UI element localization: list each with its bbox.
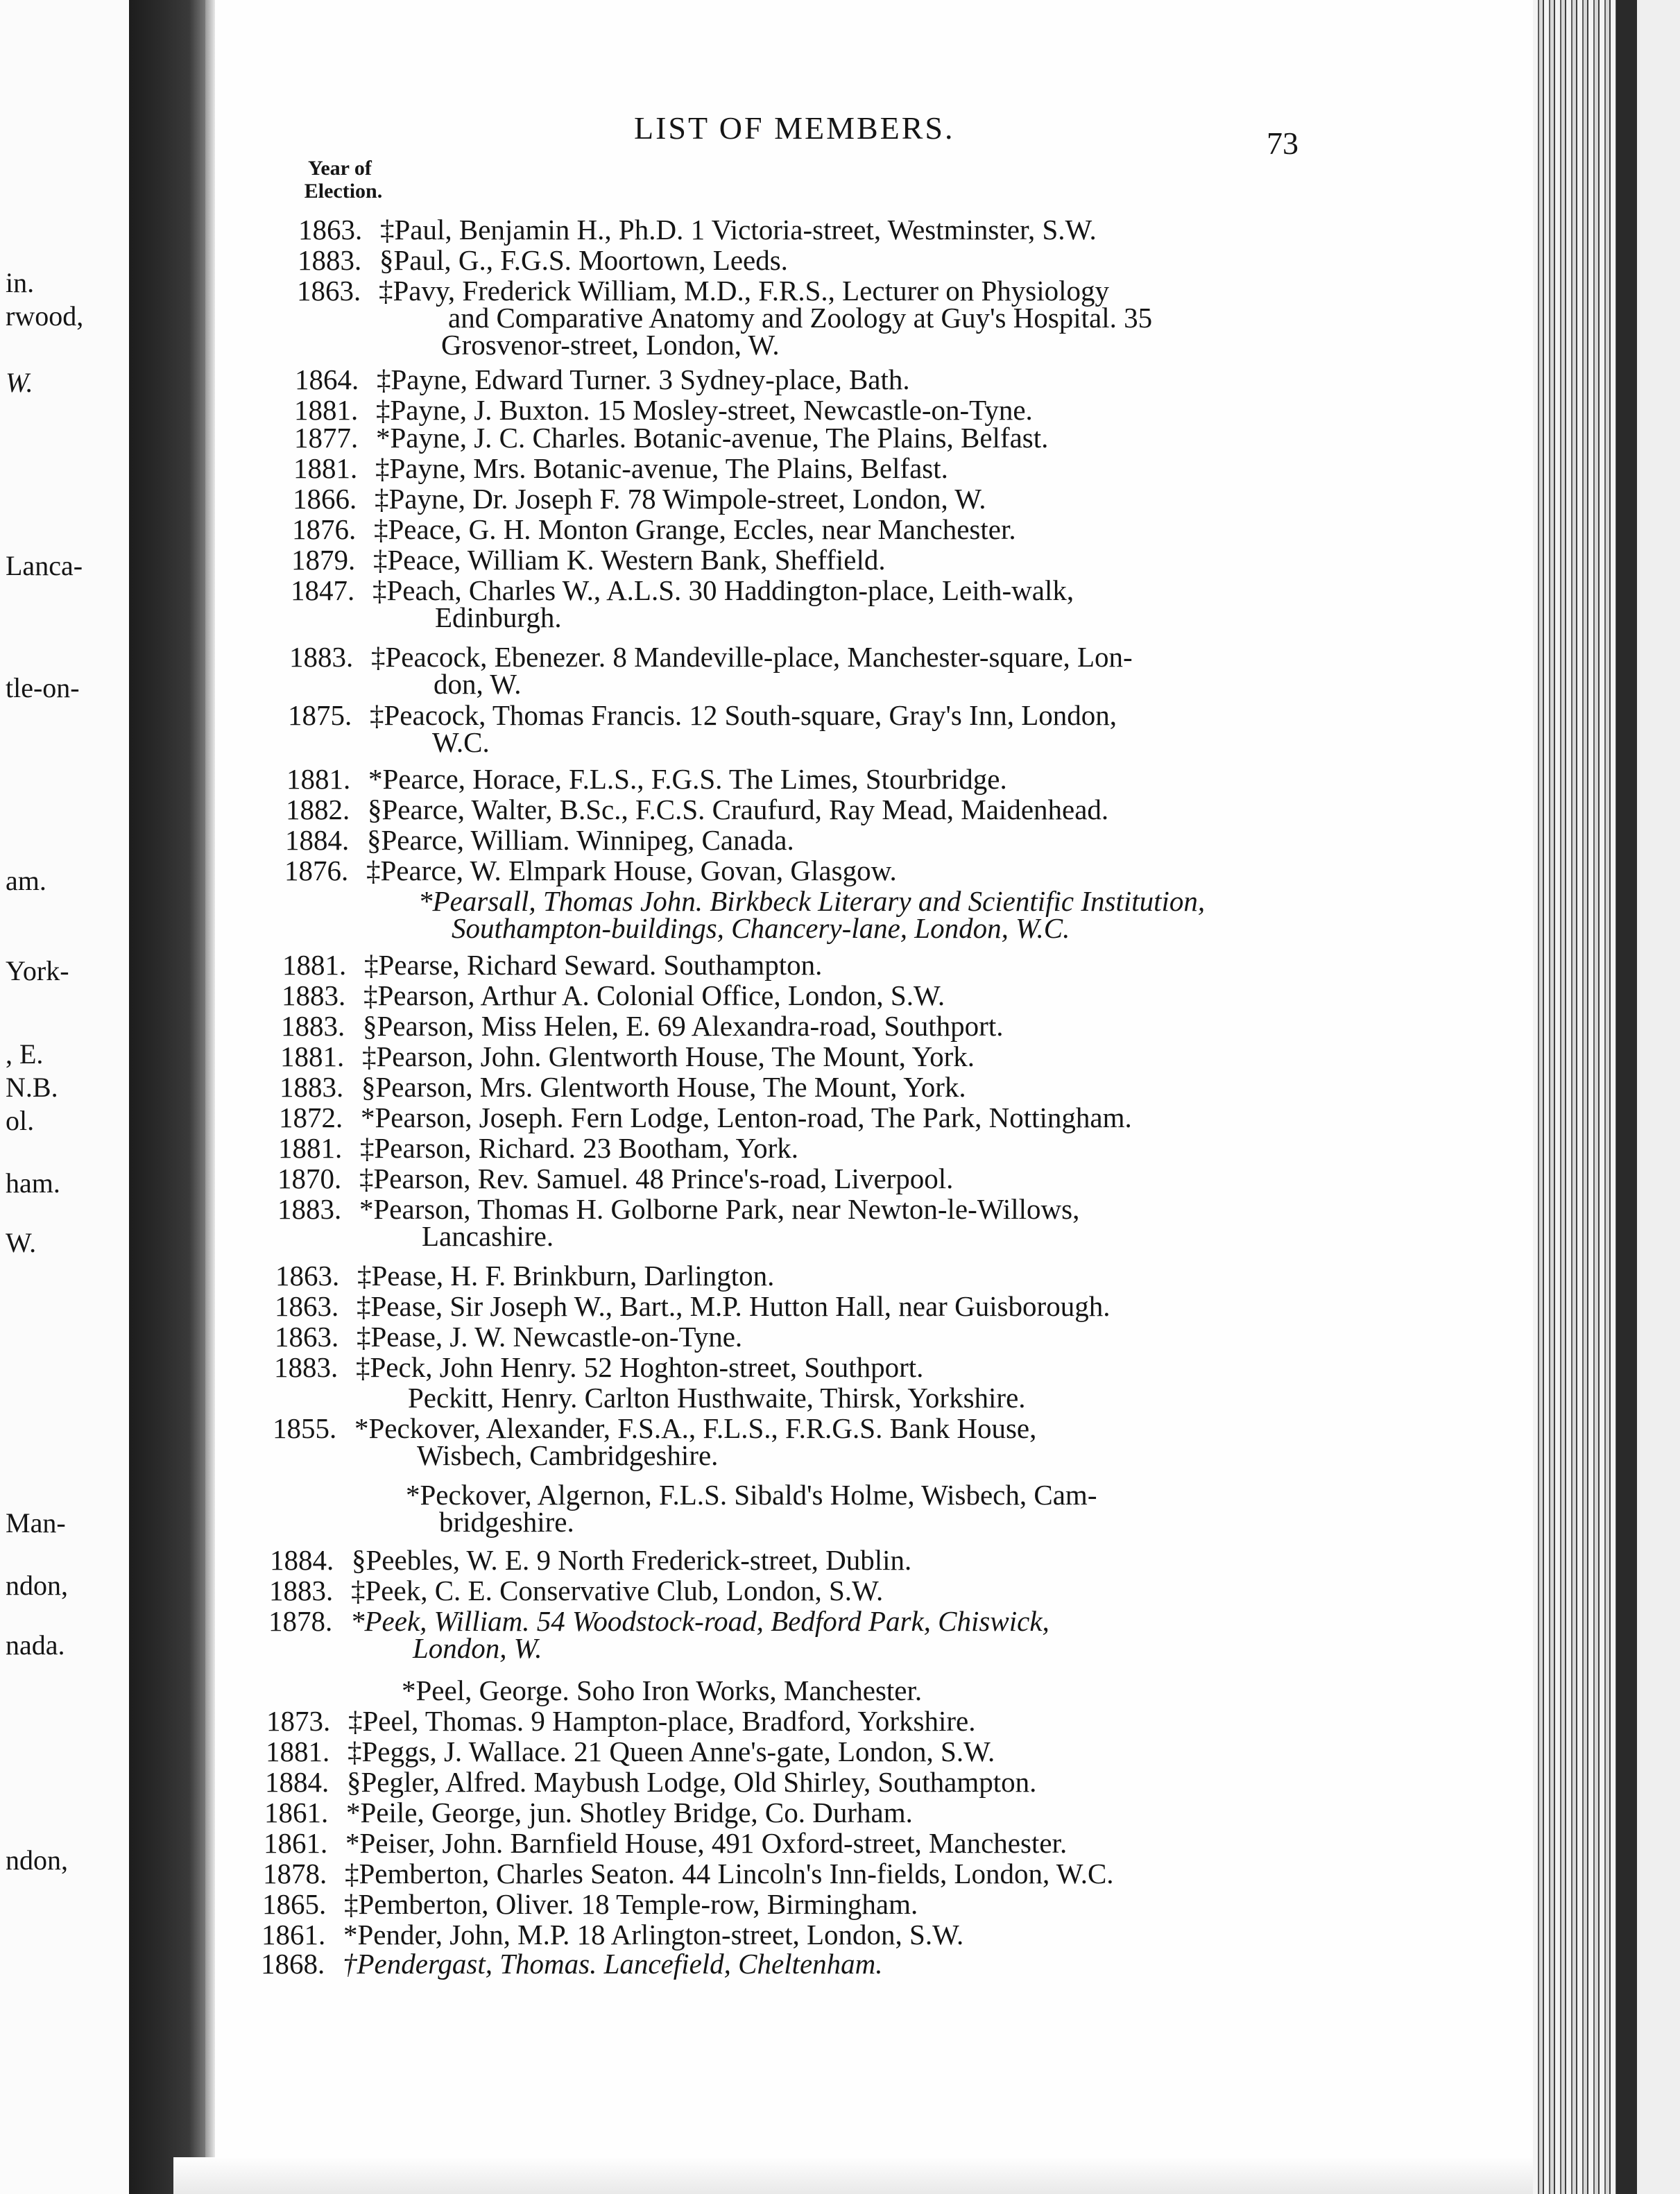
member-entry <box>294 422 1049 454</box>
member-name-address: ‡Pearse, Richard Seward. Southampton. <box>364 949 823 981</box>
election-year: 1884. <box>285 824 350 856</box>
entry-first-line <box>291 574 1074 606</box>
member-name-address: §Pearce, William. Winnipeg, Canada. <box>367 824 794 856</box>
entry-first-line <box>293 452 948 484</box>
member-entry <box>277 1165 953 1192</box>
entry-continuation-line: Lancashire. <box>422 1220 554 1252</box>
entry-first-line <box>280 1071 966 1103</box>
election-year: 1863. <box>275 1260 340 1292</box>
entry-first-line <box>281 1010 1004 1042</box>
member-name-address: §Peebles, W. E. 9 North Frederick-street, Dublin. <box>352 1544 912 1576</box>
entry-first-line <box>268 1605 1049 1637</box>
member-entry <box>293 483 986 515</box>
member-name-address: ‡Payne, Edward Turner. 3 Sydney-place, Bath. <box>377 363 910 395</box>
member-entry <box>294 394 1033 426</box>
left-page-fragment: am. <box>6 865 46 896</box>
left-page-fragment: N.B. <box>6 1072 58 1103</box>
member-name-address: ‡Peace, G. H. Monton Grange, Eccles, near Manchester. <box>374 513 1016 545</box>
member-name-address: ‡Peggs, J. Wallace. 21 Queen Anne's-gate, London, S.W. <box>348 1736 995 1767</box>
member-entry <box>298 214 1097 246</box>
member-name-address: ‡Pease, Sir Joseph W., Bart., M.P. Hutton Hall, near Guisborough. <box>357 1290 1111 1322</box>
election-year: 1877. <box>294 422 359 454</box>
entry-continuation-line: don, W. <box>434 668 522 700</box>
entry-first-line <box>298 244 788 276</box>
election-year: 1847. <box>291 574 355 606</box>
election-year: 1881. <box>293 452 358 484</box>
member-entry <box>286 796 1108 823</box>
entry-first-line <box>261 1948 883 1980</box>
entry-first-line <box>294 394 1033 426</box>
member-name-address: ‡Pemberton, Oliver. 18 Temple-row, Birmingham. <box>344 1888 918 1920</box>
entry-first-line <box>293 483 986 515</box>
entry-first-line <box>294 422 1049 454</box>
member-name-address: ‡Peacock, Ebenezer. 8 Mandeville-place, Manchester-square, Lon- <box>371 641 1133 673</box>
election-year: 1865. <box>262 1888 327 1920</box>
election-year: 1870. <box>277 1163 342 1194</box>
entry-first-line <box>280 1040 975 1072</box>
entry-first-line <box>262 1888 918 1920</box>
member-entry <box>285 824 794 856</box>
entry-continuation-line: Southampton-buildings, Chancery-lane, London, W.C. <box>452 912 1070 944</box>
member-entry <box>291 574 1074 633</box>
year-heading-line-1: Year of <box>308 157 372 180</box>
election-year: 1866. <box>293 483 357 515</box>
entry-continuation-line: Grosvenor-street, London, W. <box>441 329 780 361</box>
entry-first-line <box>273 1382 1026 1414</box>
member-entry <box>275 1260 775 1292</box>
entry-first-line <box>264 1799 913 1826</box>
entry-first-line <box>292 513 1016 545</box>
entry-first-line <box>264 1827 1068 1859</box>
election-year: 1863. <box>297 275 361 307</box>
election-year: 1881. <box>294 394 359 426</box>
election-year: 1882. <box>286 794 350 825</box>
member-entry <box>278 1132 799 1164</box>
left-page-fragment: , E. <box>6 1038 44 1070</box>
member-name-address: ‡Peacock, Thomas Francis. 12 South-square, Gray's Inn, London, <box>370 699 1117 731</box>
member-entry <box>293 452 948 484</box>
page-edges-outer <box>1637 0 1680 2194</box>
member-entry <box>288 699 1117 758</box>
election-year: 1879. <box>291 544 356 576</box>
entry-first-line <box>265 1766 1037 1798</box>
member-name-address: ‡Payne, Dr. Joseph F. 78 Wimpole-street, London, W. <box>375 483 986 515</box>
page-bottom-shadow <box>173 2157 1533 2194</box>
entry-continuation-line: Wisbech, Cambridgeshire. <box>417 1439 719 1471</box>
election-year: 1876. <box>284 855 349 886</box>
member-name-address: *Pearsall, Thomas John. Birkbeck Literary and Scientific Institution, <box>418 885 1206 917</box>
member-name-address: ‡Pemberton, Charles Seaton. 44 Lincoln's Inn-fields, London, W.C. <box>345 1858 1114 1889</box>
member-name-address: ‡Paul, Benjamin H., Ph.D. 1 Victoria-street, Westminster, S.W. <box>380 214 1097 246</box>
member-entry <box>266 1738 995 1765</box>
election-year: 1878. <box>263 1858 327 1889</box>
member-name-address: *Peile, George, jun. Shotley Bridge, Co. Durham. <box>346 1797 913 1828</box>
left-page-fragment: ndon, <box>6 1844 68 1876</box>
election-year: 1883. <box>298 244 362 276</box>
member-entry <box>292 513 1016 545</box>
member-entry <box>284 857 897 884</box>
election-year: 1883. <box>280 1071 344 1103</box>
member-entry <box>264 1827 1068 1859</box>
entry-first-line <box>269 1577 883 1604</box>
member-entry <box>289 641 1133 700</box>
left-page-fragment: ndon, <box>6 1570 68 1601</box>
entry-first-line <box>263 1860 1114 1887</box>
member-entry <box>280 1071 966 1103</box>
left-page-fragment: in. <box>6 267 35 298</box>
member-entry <box>280 1040 975 1072</box>
member-entry <box>291 544 886 576</box>
entry-first-line <box>274 1351 924 1383</box>
entry-first-line <box>284 857 897 884</box>
member-entry <box>279 1104 1132 1131</box>
entry-first-line <box>284 885 1206 917</box>
election-year: 1878. <box>268 1605 333 1637</box>
year-heading-line-2: Election. <box>304 180 383 203</box>
member-name-address: *Payne, J. C. Charles. Botanic-avenue, The Plains, Belfast. <box>376 422 1049 454</box>
entry-first-line <box>288 699 1117 731</box>
election-year: 1861. <box>262 1919 326 1951</box>
left-page-fragment: rwood, <box>6 300 84 332</box>
election-year: 1861. <box>264 1827 328 1859</box>
entry-first-line <box>275 1290 1111 1322</box>
entry-first-line <box>277 1193 1080 1225</box>
member-name-address: *Peckover, Alexander, F.S.A., F.L.S., F.R.G.S. Bank House, <box>354 1412 1037 1444</box>
member-entry <box>265 1766 1037 1798</box>
member-entry <box>275 1323 742 1351</box>
election-year: 1883. <box>269 1575 334 1606</box>
member-name-address: ‡Pearce, W. Elmpark House, Govan, Glasgow. <box>366 855 897 886</box>
entry-first-line <box>298 214 1097 246</box>
entry-first-line <box>273 1412 1037 1444</box>
entry-first-line <box>277 1165 953 1192</box>
year-of-election-heading <box>298 157 388 203</box>
member-entry <box>270 1544 912 1576</box>
election-year: 1881. <box>280 1040 345 1072</box>
member-name-address: ‡Peck, John Henry. 52 Hoghton-street, Southport. <box>356 1351 924 1383</box>
member-name-address: ‡Peace, William K. Western Bank, Sheffield. <box>373 544 886 576</box>
book-gutter <box>129 0 209 2194</box>
election-year: 1881. <box>278 1132 343 1164</box>
left-page-fragment: W. <box>6 367 33 398</box>
entry-first-line <box>267 1674 923 1706</box>
entry-continuation-line: bridgeshire. <box>439 1506 574 1538</box>
entry-first-line <box>275 1323 742 1351</box>
election-year: 1881. <box>286 763 351 795</box>
election-year: 1861. <box>264 1797 329 1828</box>
member-name-address: §Paul, G., F.G.S. Moortown, Leeds. <box>379 244 788 276</box>
member-entry <box>269 1577 883 1604</box>
member-entry <box>264 1799 913 1826</box>
member-name-address: *Pender, John, M.P. 18 Arlington-street, London, S.W. <box>343 1919 964 1951</box>
election-year: 1863. <box>298 214 363 246</box>
member-name-address: *Peckover, Algernon, F.L.S. Sibald's Holme, Wisbech, Cam- <box>406 1479 1097 1511</box>
member-entry <box>284 885 1206 944</box>
entry-first-line <box>297 277 1152 305</box>
election-year: 1875. <box>288 699 352 731</box>
election-year: 1863. <box>275 1290 339 1322</box>
election-year: 1881. <box>266 1736 330 1767</box>
election-year: 1883. <box>274 1351 338 1383</box>
member-entry <box>295 363 910 395</box>
member-entry <box>263 1860 1114 1887</box>
member-name-address: ‡Pearson, Richard. 23 Bootham, York. <box>360 1132 799 1164</box>
member-name-address: §Pegler, Alfred. Maybush Lodge, Old Shirley, Southampton. <box>347 1766 1037 1798</box>
member-entry <box>271 1479 1097 1538</box>
entry-first-line <box>286 763 1007 795</box>
member-entry <box>282 949 823 981</box>
left-page-fragment: Lanca- <box>6 550 83 581</box>
gutter-edge <box>205 0 215 2194</box>
entry-first-line <box>266 1705 976 1737</box>
member-entry <box>286 763 1007 795</box>
member-name-address: §Pearson, Miss Helen, E. 69 Alexandra-road, Southport. <box>363 1010 1004 1042</box>
member-name-address: ‡Peach, Charles W., A.L.S. 30 Haddington-place, Leith-walk, <box>372 574 1074 606</box>
entry-first-line <box>289 641 1133 673</box>
member-name-address: *Pearson, Thomas H. Golborne Park, near Newton-le-Willows, <box>359 1193 1080 1225</box>
member-entry <box>267 1674 923 1706</box>
entry-first-line <box>270 1544 912 1576</box>
left-page-fragment: Man- <box>6 1507 66 1539</box>
election-year: 1883. <box>289 641 354 673</box>
entry-first-line <box>266 1738 995 1765</box>
member-name-address: *Peek, William. 54 Woodstock-road, Bedford Park, Chiswick, <box>350 1605 1049 1637</box>
election-year: 1872. <box>279 1102 343 1133</box>
entry-continuation-line: and Comparative Anatomy and Zoology at Guy's Hospital. 35 <box>448 302 1153 334</box>
member-entry <box>275 1290 1111 1322</box>
entry-first-line <box>279 1104 1132 1131</box>
election-year: 1868. <box>261 1948 325 1980</box>
member-entry <box>273 1412 1037 1471</box>
member-name-address: ‡Pearson, Rev. Samuel. 48 Prince's-road, Liverpool. <box>359 1163 954 1194</box>
entry-first-line <box>285 824 794 856</box>
election-year: 1864. <box>295 363 359 395</box>
entry-first-line <box>295 363 910 395</box>
member-name-address: ‡Pearson, Arthur A. Colonial Office, London, S.W. <box>363 979 945 1011</box>
member-name-address: *Pearce, Horace, F.L.S., F.G.S. The Limes, Stourbridge. <box>368 763 1007 795</box>
entry-continuation-line: London, W. <box>413 1632 542 1664</box>
page-number: 73 <box>1267 126 1298 161</box>
member-entry <box>261 1948 883 1980</box>
election-year: 1855. <box>273 1412 337 1444</box>
member-entry <box>262 1919 964 1951</box>
member-entry <box>297 277 1152 359</box>
entry-continuation-line: W.C. <box>432 726 490 758</box>
election-year: 1873. <box>266 1705 331 1737</box>
entry-first-line <box>282 949 823 981</box>
election-year: 1881. <box>282 949 347 981</box>
election-year: 1863. <box>275 1321 339 1353</box>
left-page-fragment: tle-on- <box>6 672 80 703</box>
entry-first-line <box>278 1132 799 1164</box>
member-name-address: ‡Payne, J. Buxton. 15 Mosley-street, Newcastle-on-Tyne. <box>376 394 1033 426</box>
member-name-address: ‡Peek, C. E. Conservative Club, London, S.W. <box>351 1575 884 1606</box>
entry-first-line <box>282 979 945 1011</box>
member-name-address: ‡Pavy, Frederick William, M.D., F.R.S., Lecturer on Physiology <box>379 275 1110 307</box>
election-year: 1884. <box>265 1766 329 1798</box>
left-page-fragment: nada. <box>6 1629 65 1661</box>
member-entry <box>298 244 788 276</box>
election-year: 1884. <box>270 1544 334 1576</box>
member-entry <box>274 1351 924 1383</box>
member-entry <box>273 1382 1026 1414</box>
member-name-address: §Pearson, Mrs. Glentworth House, The Mount, York. <box>361 1071 966 1103</box>
election-year: 1883. <box>277 1193 342 1225</box>
election-year: 1876. <box>292 513 357 545</box>
member-name-address: *Peel, George. Soho Iron Works, Manchester. <box>402 1674 923 1706</box>
entry-continuation-line: Edinburgh. <box>435 601 562 633</box>
member-entry <box>268 1605 1049 1664</box>
election-year: 1883. <box>282 979 346 1011</box>
entry-first-line <box>271 1479 1097 1511</box>
running-head: LIST OF MEMBERS. <box>634 110 955 146</box>
member-name-address: Peckitt, Henry. Carlton Husthwaite, Thirsk, Yorkshire. <box>408 1382 1026 1414</box>
member-entry <box>277 1193 1080 1252</box>
member-name-address: *Peiser, John. Barnfield House, 491 Oxford-street, Manchester. <box>345 1827 1068 1859</box>
member-name-address: †Pendergast, Thomas. Lancefield, Cheltenham. <box>343 1948 883 1980</box>
member-entry <box>282 979 945 1011</box>
member-name-address: §Pearce, Walter, B.Sc., F.C.S. Craufurd, Ray Mead, Maidenhead. <box>368 794 1109 825</box>
member-name-address: *Pearson, Joseph. Fern Lodge, Lenton-road, The Park, Nottingham. <box>361 1102 1132 1133</box>
member-entry <box>262 1888 918 1920</box>
election-year: 1883. <box>281 1010 345 1042</box>
member-name-address: ‡Pease, H. F. Brinkburn, Darlington. <box>357 1260 775 1292</box>
left-page-fragment: ham. <box>6 1167 60 1199</box>
member-entry <box>266 1705 976 1737</box>
member-name-address: ‡Pease, J. W. Newcastle-on-Tyne. <box>357 1321 743 1353</box>
member-entry <box>281 1010 1004 1042</box>
member-name-address: ‡Peel, Thomas. 9 Hampton-place, Bradford, Yorkshire. <box>348 1705 976 1737</box>
entry-first-line <box>262 1919 964 1951</box>
left-page-fragment: W. <box>6 1227 37 1258</box>
member-name-address: ‡Payne, Mrs. Botanic-avenue, The Plains, Belfast. <box>375 452 948 484</box>
left-page-fragment: ol. <box>6 1105 35 1136</box>
entry-first-line <box>275 1260 775 1292</box>
member-name-address: ‡Pearson, John. Glentworth House, The Mount, York. <box>362 1040 975 1072</box>
entry-first-line <box>286 796 1108 823</box>
page-edges-shadow <box>1616 0 1637 2194</box>
left-page-fragment: York- <box>6 955 69 986</box>
entry-first-line <box>291 544 886 576</box>
